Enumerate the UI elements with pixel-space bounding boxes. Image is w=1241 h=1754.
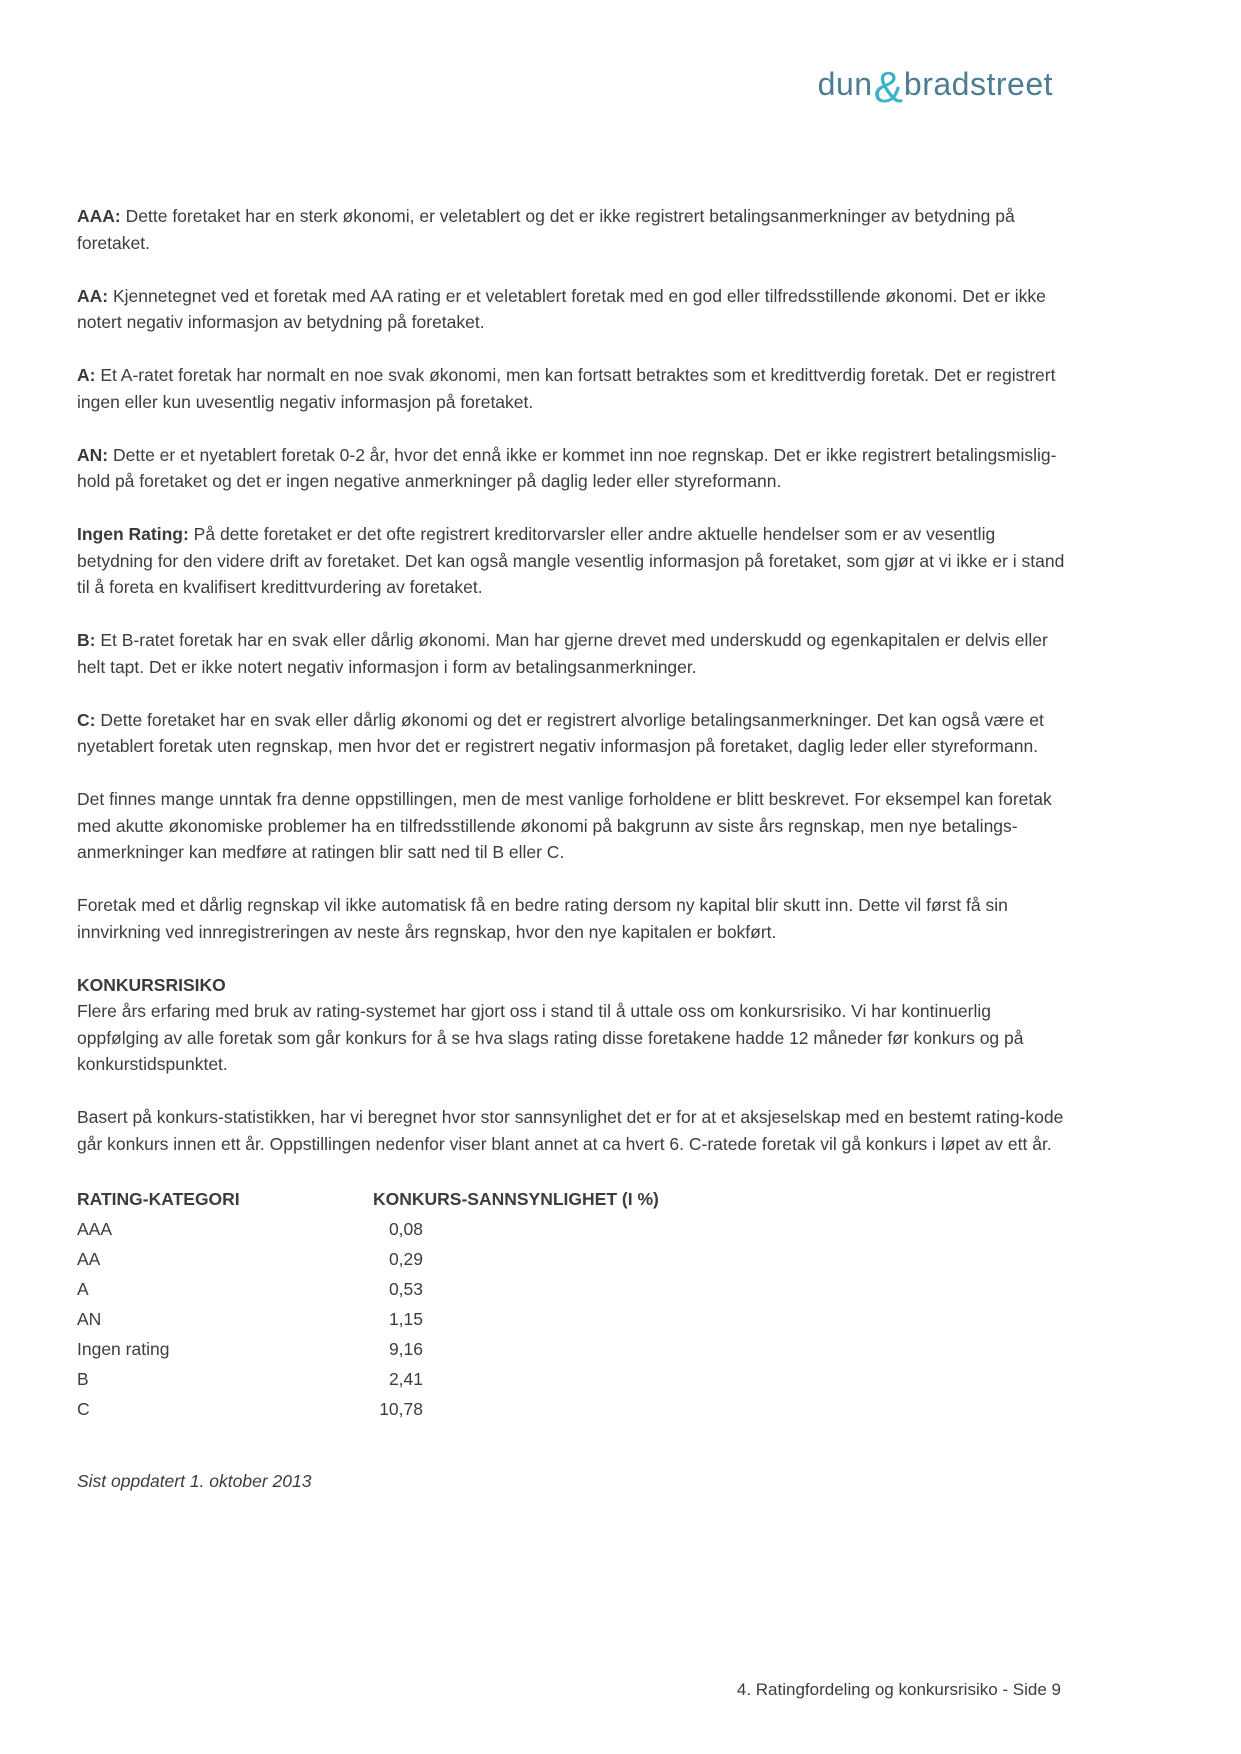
rating-definition-aaa [77, 203, 1067, 256]
paragraph-exceptions: Det finnes mange unntak fra denne oppstillingen, men de mest vanlige forholdene er blitt beskrevet. For eksempel kan foretak med akutte økonomiske problemer ha en tilfredsstillende økonomi på bakgrunn av siste års regnskap, men nye betalings- anmerkninger kan medføre at ratingen blir satt ned til B eller C. [77, 789, 1052, 862]
table-row [77, 1334, 1067, 1364]
rating-label-ingen-rating: Ingen Rating: [77, 524, 189, 544]
table-cell-probability: 0,53 [388, 1278, 423, 1299]
table-header-row [77, 1184, 1067, 1214]
rating-text-an: Dette er et nyetablert foretak 0-2 år, hvor det ennå ikke er kommet inn noe regnskap. Det er ikke registrert betalingsmislig- hold på foretaket og det er ingen negative anmerkninger på daglig leder eller styreformann. [77, 444, 1057, 491]
table-row [77, 1214, 1067, 1244]
table-cell-probability: 0,29 [388, 1248, 423, 1269]
document-body [77, 203, 1067, 1494]
paragraph-konkursrisiko-1: Flere års erfaring med bruk av rating-systemet har gjort oss i stand til å uttale oss om konkursrisiko. Vi har kontinuerlig oppfølging av alle foretak som går konkurs for å se hva slags rating disse foretakene hadde 12 måneder før konkurs og på konkurstidspunktet. [77, 1001, 1024, 1074]
table-cell-category: AAA [77, 1218, 113, 1239]
rating-definition-b [77, 627, 1067, 680]
rating-text-aa: Kjennetegnet ved et foretak med AA rating er et veletablert foretak med en god eller tilfredsstillende økonomi. Det er ikke notert negativ informasjon av betydning på foretaket. [77, 285, 1046, 332]
rating-label-aa: AA: [77, 285, 109, 306]
table-cell-category: AN [77, 1308, 102, 1329]
page-footer: 4. Ratingfordeling og konkursrisiko - Side 9 [736, 1680, 1061, 1699]
paragraph-konkursrisiko-2: Basert på konkurs-statistikken, har vi beregnet hvor stor sannsynlighet det er for at et aksjeselskap med en bestemt rating-kode går konkurs innen ett år. Oppstillingen nedenfor viser blant annet at ca hvert 6. C-ratede foretak vil gå konkurs i løpet av ett år. [77, 1107, 1064, 1154]
table-header-category: RATING-KATEGORI [77, 1188, 240, 1209]
rating-label-b: B: [77, 630, 96, 650]
rating-definition-a [77, 362, 1067, 415]
table-row [77, 1364, 1067, 1394]
table-cell-probability: 9,16 [388, 1338, 423, 1359]
table-cell-category: AA [77, 1248, 101, 1269]
logo-word-dun: dun [817, 66, 873, 102]
bankruptcy-probability-table [77, 1184, 1067, 1424]
rating-label-aaa: AAA: [77, 206, 121, 226]
rating-text-ingen-rating: På dette foretaket er det ofte registrert kreditorvarsler eller andre aktuelle hendelser som er av vesentlig betydning for den videre drift av foretaket. Det kan også mangle vesentlig informasjon på foretaket, som gjør at vi ikke er i stand til å foreta en kvalifisert kredittvurdering av foretaket. [77, 524, 1065, 597]
rating-text-b: Et B-ratet foretak har en svak eller dårlig økonomi. Man har gjerne drevet med underskudd og egenkapitalen er delvis eller helt tapt. Det er ikke notert negativ informasjon i form av betalingsanmerkninger. [77, 630, 1048, 677]
table-row [77, 1244, 1067, 1274]
logo-word-bradstreet: bradstreet [903, 66, 1053, 102]
last-updated-note: Sist oppdatert 1. oktober 2013 [77, 1470, 312, 1491]
paragraph-new-capital: Foretak med et dårlig regnskap vil ikke automatisk få en bedre rating dersom ny kapital blir skutt inn. Dette vil først få sin innvirkning ved innregistreringen av neste års regnskap, hvor den nye kapitalen er bokført. [77, 895, 1008, 942]
logo-ampersand-icon: & [873, 63, 903, 112]
table-cell-probability: 2,41 [388, 1368, 423, 1389]
rating-definition-aa [77, 283, 1067, 336]
rating-text-c: Dette foretaket har en svak eller dårlig økonomi og det er registrert alvorlige betalingsanmerkninger. Det kan også være et nyetablert foretak uten regnskap, men hvor det er registrert negativ informasjon på foretaket, daglig leder eller styreformann. [77, 709, 1044, 756]
table-cell-probability: 1,15 [388, 1308, 423, 1329]
rating-label-a: A: [77, 365, 96, 385]
table-cell-category: A [77, 1278, 89, 1299]
table-cell-probability: 0,08 [388, 1218, 423, 1239]
rating-label-c: C: [77, 709, 96, 730]
table-row [77, 1394, 1067, 1424]
section-heading-konkursrisiko: KONKURSRISIKO [77, 974, 226, 995]
dun-bradstreet-logo [817, 63, 1053, 112]
rating-label-an: AN: [77, 444, 109, 465]
rating-definition-an [77, 442, 1067, 495]
table-row [77, 1304, 1067, 1334]
rating-definition-c [77, 707, 1067, 760]
rating-text-a: Et A-ratet foretak har normalt en noe svak økonomi, men kan fortsatt betraktes som et kredittverdig foretak. Det er registrert ingen eller kun uvesentlig negativ informasjon på foretaket. [77, 365, 1056, 412]
table-cell-category: C [77, 1398, 90, 1419]
rating-text-aaa: Dette foretaket har en sterk økonomi, er veletablert og det er ikke registrert betalingsanmerkninger av betydning på foretaket. [77, 206, 1015, 253]
table-cell-category: Ingen rating [77, 1338, 170, 1359]
table-row [77, 1274, 1067, 1304]
rating-definition-ingen-rating [77, 521, 1067, 601]
table-cell-probability: 10,78 [379, 1398, 423, 1419]
table-header-probability: KONKURS-SANNSYNLIGHET (I %) [373, 1188, 659, 1209]
table-cell-category: B [77, 1368, 89, 1389]
